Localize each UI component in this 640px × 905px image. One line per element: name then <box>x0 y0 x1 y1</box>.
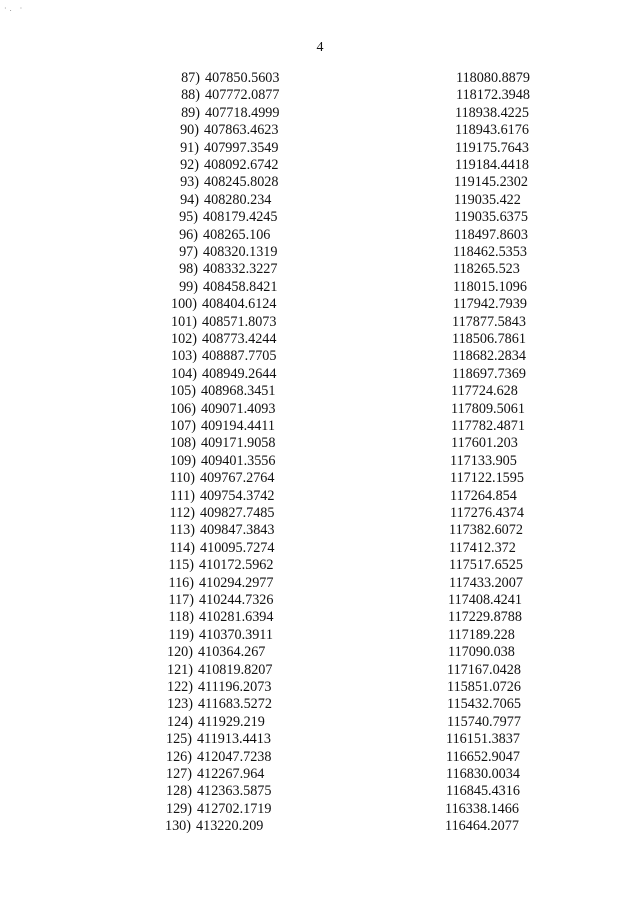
x-coordinate: 410370.3911 <box>199 626 273 643</box>
coordinate-row <box>0 348 640 365</box>
y-coordinate: 117877.5843 <box>452 313 526 330</box>
y-coordinate: 119184.4418 <box>455 157 529 173</box>
row-index: 97) <box>179 244 198 260</box>
x-coordinate: 408404.6124 <box>202 296 277 313</box>
x-coordinate: 410294.2977 <box>199 574 274 591</box>
x-coordinate: 409194.4411 <box>201 418 275 434</box>
x-coordinate: 410819.8207 <box>198 661 273 678</box>
y-coordinate: 119175.7643 <box>455 139 529 156</box>
y-coordinate: 117264.854 <box>450 487 517 504</box>
y-coordinate: 119035.6375 <box>454 209 528 226</box>
y-coordinate: 116830.0034 <box>446 766 520 782</box>
coordinate-row <box>0 644 640 661</box>
coordinate-row <box>0 174 640 191</box>
row-index: 117) <box>168 592 194 608</box>
y-coordinate: 119035.422 <box>454 191 521 208</box>
row-index: 120) <box>166 644 193 661</box>
y-coordinate: 117517.6525 <box>449 557 523 574</box>
x-coordinate: 412363.5875 <box>197 783 272 800</box>
x-coordinate: 412267.964 <box>197 766 265 782</box>
coordinate-row <box>0 662 640 679</box>
coordinate-row <box>0 470 640 487</box>
coordinate-row <box>0 627 640 644</box>
coordinate-row <box>0 296 640 313</box>
y-coordinate: 118697.7369 <box>452 365 526 382</box>
x-coordinate: 407718.4999 <box>205 104 280 121</box>
row-index: 87) <box>181 70 200 86</box>
row-index: 113) <box>169 522 195 539</box>
coordinate-row <box>0 401 640 418</box>
coordinate-row <box>0 557 640 574</box>
coordinate-row <box>0 592 640 609</box>
row-index: 124) <box>166 713 193 730</box>
coordinate-row <box>0 244 640 261</box>
row-index: 125) <box>165 731 192 748</box>
row-index: 101) <box>170 313 197 330</box>
row-index: 115) <box>168 557 194 574</box>
coordinate-row <box>0 609 640 626</box>
coordinate-row <box>0 453 640 470</box>
coordinate-row <box>0 383 640 400</box>
y-coordinate: 117782.4871 <box>451 418 525 434</box>
x-coordinate: 408773.4244 <box>202 331 277 347</box>
row-index: 88) <box>181 87 200 104</box>
x-coordinate: 408320.1319 <box>203 244 278 260</box>
x-coordinate: 412047.7238 <box>197 748 272 765</box>
x-coordinate: 408571.8073 <box>202 313 277 330</box>
coordinate-row <box>0 783 640 800</box>
page-number: 4 <box>316 40 324 55</box>
row-index: 107) <box>169 418 196 434</box>
x-coordinate: 410095.7274 <box>200 539 275 556</box>
coordinate-row <box>0 731 640 748</box>
row-index: 111) <box>170 487 195 504</box>
coordinate-row <box>0 366 640 383</box>
row-index: 123) <box>166 696 193 713</box>
x-coordinate: 408949.2644 <box>202 365 277 382</box>
x-coordinate: 408458.8421 <box>203 278 278 295</box>
coordinate-row <box>0 192 640 209</box>
x-coordinate: 408179.4245 <box>203 209 278 226</box>
y-coordinate: 118080.8879 <box>456 70 530 86</box>
y-coordinate: 116464.2077 <box>445 818 519 835</box>
y-coordinate: 117408.4241 <box>448 592 522 608</box>
coordinate-row <box>0 261 640 278</box>
row-index: 108) <box>169 435 196 452</box>
row-index: 112) <box>169 505 195 521</box>
coordinate-row <box>0 488 640 505</box>
row-index: 100) <box>170 296 197 313</box>
x-coordinate: 409071.4093 <box>201 400 276 417</box>
coordinate-row <box>0 679 640 696</box>
y-coordinate: 115432.7065 <box>447 696 521 713</box>
y-coordinate: 116652.9047 <box>446 748 520 765</box>
row-index: 130) <box>164 818 191 835</box>
x-coordinate: 410281.6394 <box>199 609 274 626</box>
row-index: 93) <box>180 174 199 191</box>
x-coordinate: 409171.9058 <box>201 435 276 452</box>
y-coordinate: 117942.7939 <box>453 296 527 313</box>
y-coordinate: 116338.1466 <box>445 800 519 817</box>
x-coordinate: 408887.7705 <box>202 348 277 365</box>
row-index: 121) <box>166 661 193 678</box>
x-coordinate: 407850.5603 <box>205 70 280 86</box>
coordinate-row <box>0 70 640 87</box>
y-coordinate: 117090.038 <box>448 644 515 661</box>
coordinate-row <box>0 157 640 174</box>
coordinate-row <box>0 522 640 539</box>
y-coordinate: 116151.3837 <box>446 731 520 748</box>
coordinate-row <box>0 314 640 331</box>
coordinate-row <box>0 540 640 557</box>
y-coordinate: 117229.8788 <box>448 609 522 626</box>
y-coordinate: 118938.4225 <box>455 104 529 121</box>
coordinate-row <box>0 766 640 783</box>
coordinate-row <box>0 227 640 244</box>
coordinate-row <box>0 435 640 452</box>
row-index: 89) <box>181 104 200 121</box>
row-index: 91) <box>180 139 199 156</box>
row-index: 116) <box>168 574 194 591</box>
x-coordinate: 410172.5962 <box>199 557 274 574</box>
row-index: 94) <box>180 191 199 208</box>
row-index: 103) <box>170 348 197 365</box>
coordinate-row <box>0 749 640 766</box>
y-coordinate: 115740.7977 <box>447 713 521 730</box>
y-coordinate: 118265.523 <box>453 261 520 278</box>
x-coordinate: 407863.4623 <box>204 122 279 139</box>
y-coordinate: 117122.1595 <box>450 470 524 487</box>
y-coordinate: 119145.2302 <box>454 174 528 191</box>
coordinate-row <box>0 105 640 122</box>
x-coordinate: 409767.2764 <box>200 470 275 487</box>
row-index: 128) <box>165 783 192 800</box>
x-coordinate: 410244.7326 <box>199 592 274 608</box>
y-coordinate: 117133.905 <box>450 452 517 469</box>
x-coordinate: 411929.219 <box>198 713 265 730</box>
x-coordinate: 412702.1719 <box>197 800 272 817</box>
coordinate-row <box>0 209 640 226</box>
y-coordinate: 117382.6072 <box>449 522 523 539</box>
scan-artifact: ·. · <box>4 4 26 13</box>
row-index: 114) <box>169 539 195 556</box>
coordinate-row <box>0 505 640 522</box>
coordinate-row <box>0 801 640 818</box>
row-index: 96) <box>179 226 198 243</box>
row-index: 119) <box>168 626 194 643</box>
x-coordinate: 408968.3451 <box>201 383 276 400</box>
x-coordinate: 409401.3556 <box>201 452 276 469</box>
y-coordinate: 117276.4374 <box>450 505 524 521</box>
row-index: 127) <box>165 766 192 782</box>
x-coordinate: 409847.3843 <box>200 522 275 539</box>
y-coordinate: 118015.1096 <box>453 278 527 295</box>
y-coordinate: 117809.5061 <box>451 400 525 417</box>
coordinate-row <box>0 714 640 731</box>
y-coordinate: 117412.372 <box>449 539 516 556</box>
row-index: 118) <box>168 609 194 626</box>
row-index: 109) <box>169 452 196 469</box>
coordinate-row <box>0 122 640 139</box>
x-coordinate: 408332.3227 <box>203 261 278 278</box>
x-coordinate: 408265.106 <box>203 226 271 243</box>
coordinate-row <box>0 331 640 348</box>
row-index: 106) <box>169 400 196 417</box>
y-coordinate: 117167.0428 <box>447 661 521 678</box>
y-coordinate: 116845.4316 <box>446 783 520 800</box>
y-coordinate: 118943.6176 <box>455 122 529 139</box>
x-coordinate: 408092.6742 <box>204 157 279 173</box>
x-coordinate: 407997.3549 <box>204 139 279 156</box>
row-index: 95) <box>179 209 198 226</box>
x-coordinate: 408280.234 <box>204 191 272 208</box>
row-index: 98) <box>179 261 198 278</box>
row-index: 90) <box>180 122 199 139</box>
row-index: 104) <box>170 365 197 382</box>
y-coordinate: 118682.2834 <box>452 348 526 365</box>
x-coordinate: 409827.7485 <box>200 505 275 521</box>
y-coordinate: 117433.2007 <box>449 574 523 591</box>
x-coordinate: 410364.267 <box>198 644 266 661</box>
x-coordinate: 408245.8028 <box>204 174 279 191</box>
coordinate-row <box>0 696 640 713</box>
y-coordinate: 117601.203 <box>451 435 518 452</box>
y-coordinate: 117724.628 <box>451 383 518 400</box>
y-coordinate: 118172.3948 <box>456 87 530 104</box>
coordinate-row <box>0 575 640 592</box>
y-coordinate: 115851.0726 <box>447 679 521 695</box>
row-index: 105) <box>169 383 196 400</box>
row-index: 122) <box>166 679 193 695</box>
x-coordinate: 407772.0877 <box>205 87 280 104</box>
x-coordinate: 413220.209 <box>196 818 264 835</box>
x-coordinate: 411913.4413 <box>197 731 271 748</box>
row-index: 126) <box>165 748 192 765</box>
y-coordinate: 117189.228 <box>448 626 515 643</box>
coordinate-row <box>0 279 640 296</box>
y-coordinate: 118462.5353 <box>453 244 527 260</box>
row-index: 102) <box>170 331 197 347</box>
coordinate-row <box>0 87 640 104</box>
coordinate-row <box>0 140 640 157</box>
x-coordinate: 409754.3742 <box>200 487 275 504</box>
row-index: 99) <box>179 278 198 295</box>
row-index: 110) <box>169 470 195 487</box>
y-coordinate: 118506.7861 <box>452 331 526 347</box>
row-index: 129) <box>165 800 192 817</box>
coordinate-row <box>0 418 640 435</box>
x-coordinate: 411683.5272 <box>198 696 272 713</box>
y-coordinate: 118497.8603 <box>454 226 528 243</box>
x-coordinate: 411196.2073 <box>198 679 272 695</box>
coordinate-row <box>0 818 640 835</box>
row-index: 92) <box>180 157 199 173</box>
